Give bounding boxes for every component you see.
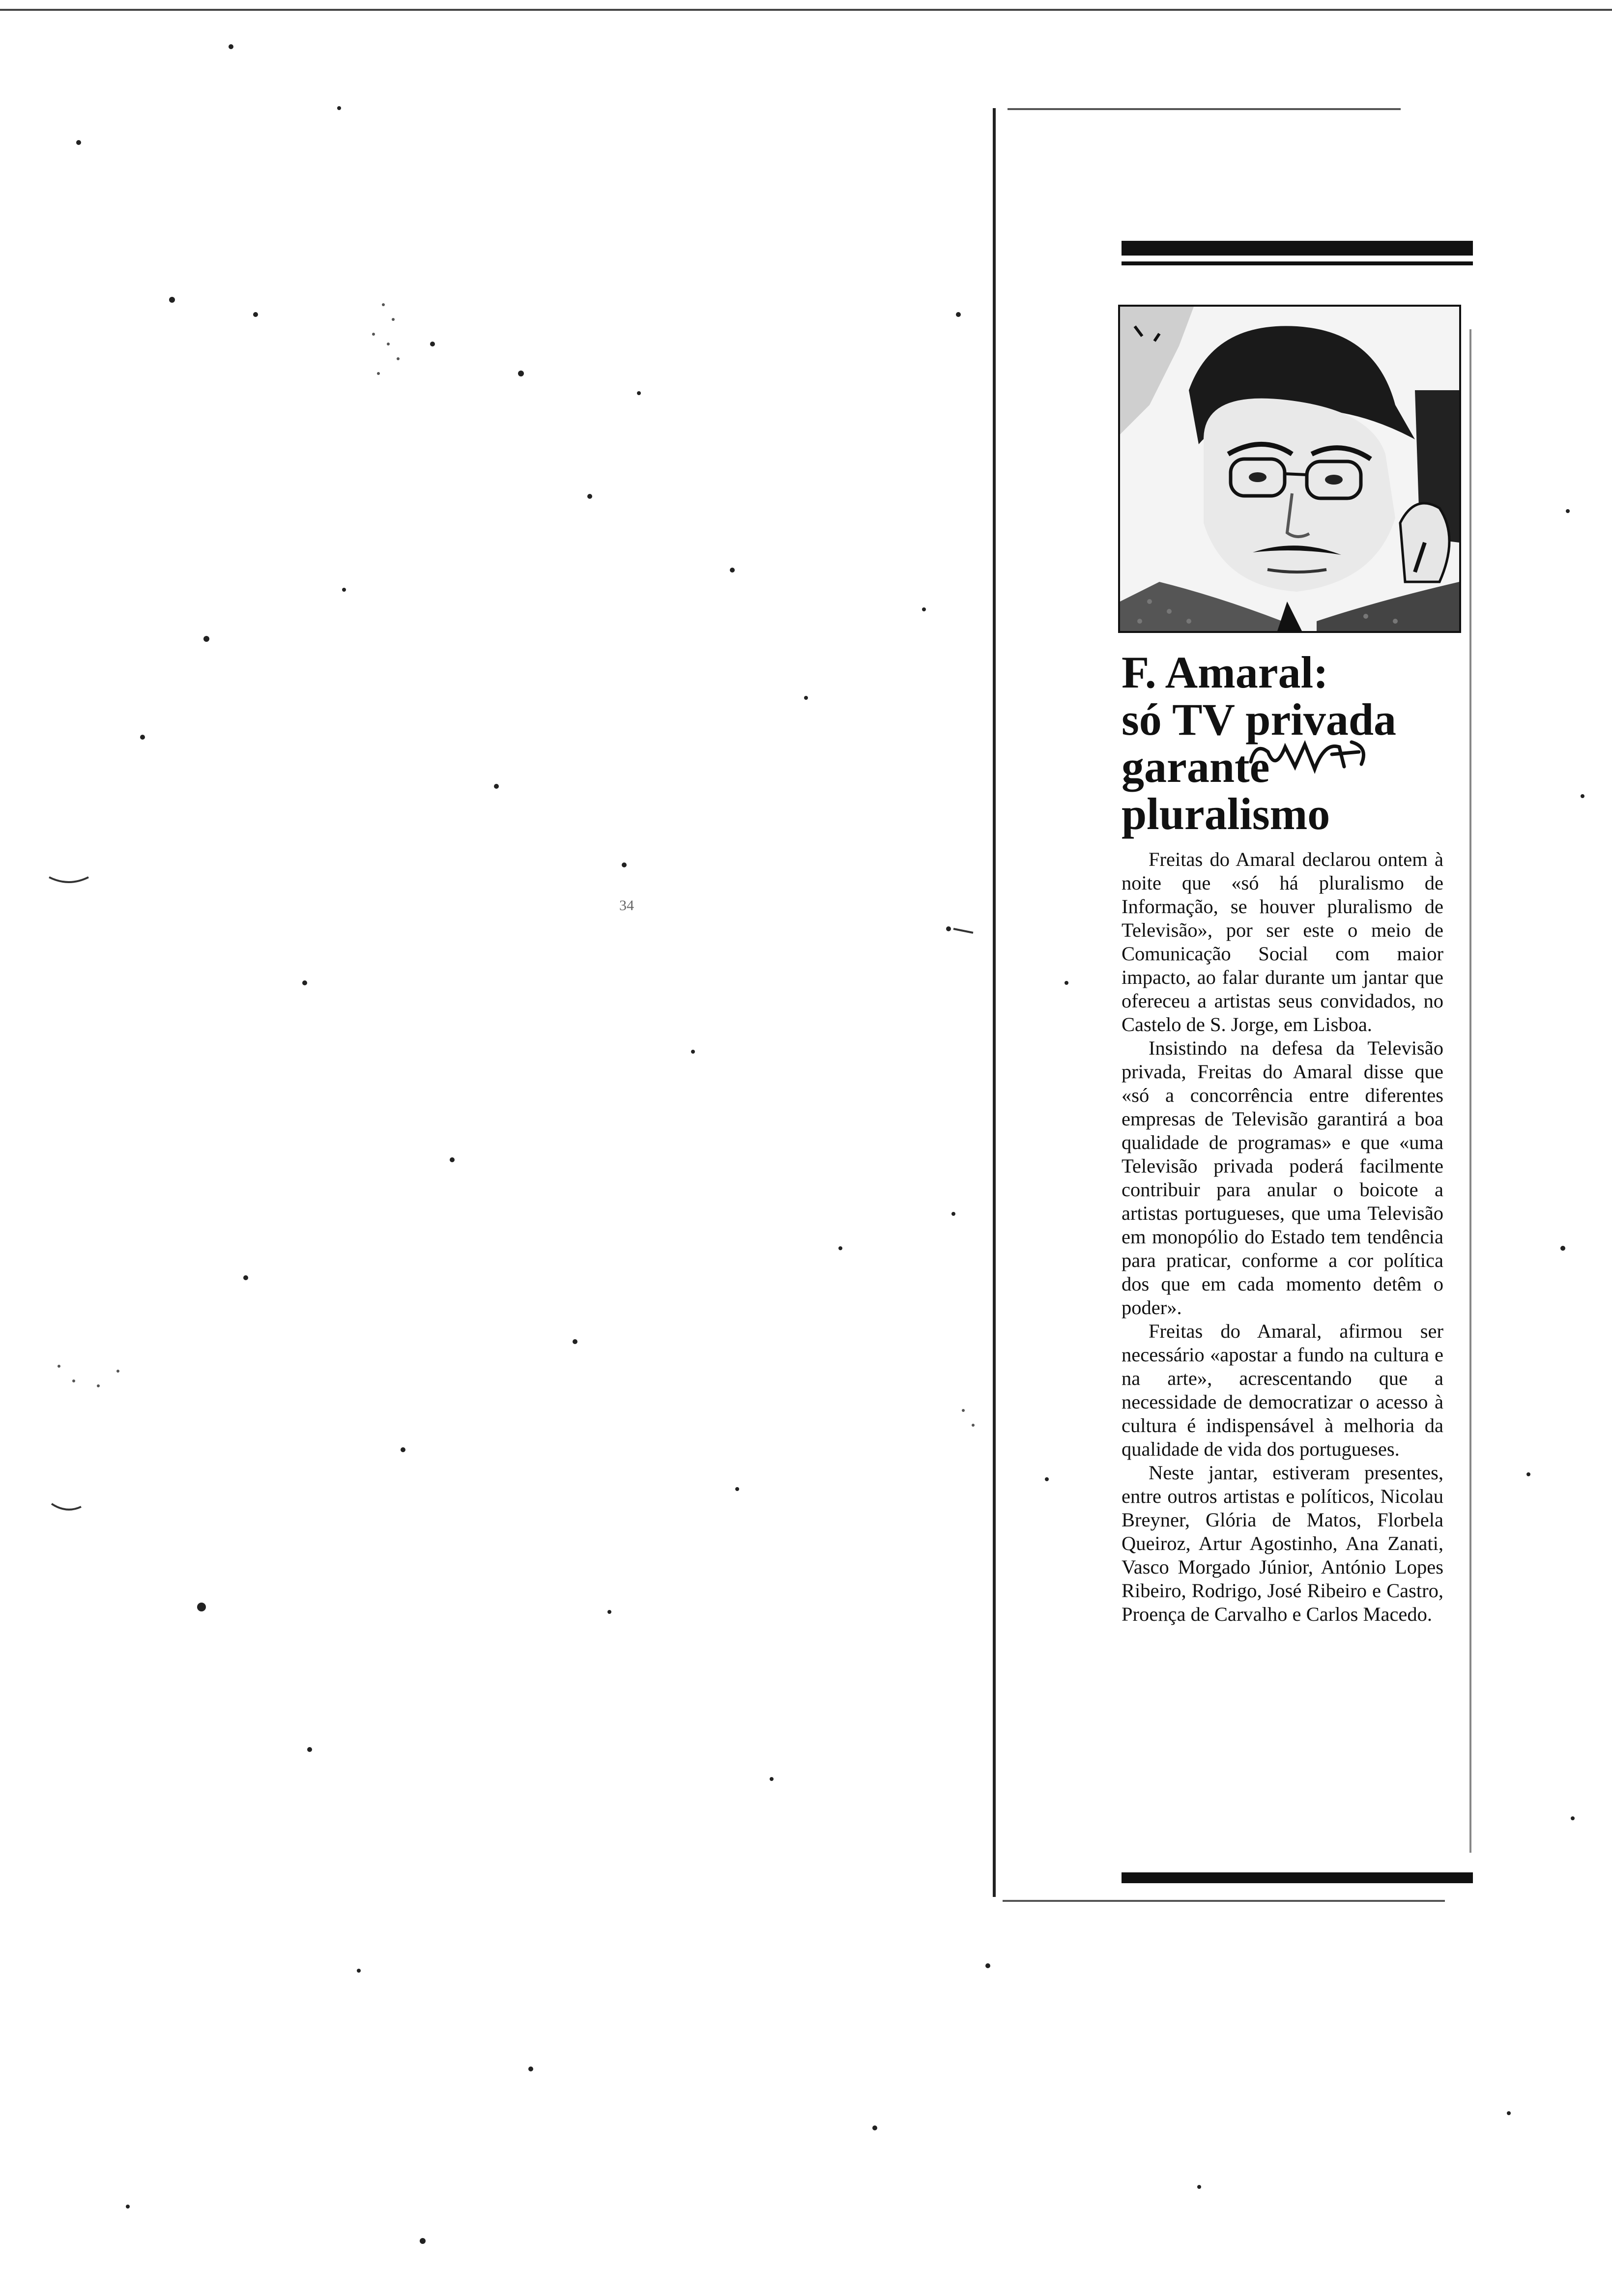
headline-line-2: só TV privada (1122, 694, 1397, 745)
article-paragraph-2: Insistindo na defesa da Televisão privada, Freitas do Amaral disse que «só a concorrência entre diferentes empresas de Televisão garantirá a boa qualidade de programas» e que «uma Televisão privada poderá facilmente contribuir para anular o boicote a artistas portugueses, que uma Televisão em monopólio do Estado tem tendência para praticar, conforme a cor política dos que em cada momento detêm o poder». (1122, 1037, 1443, 1319)
column-bottom-bar (1122, 1872, 1473, 1883)
page-top-rule (0, 9, 1612, 11)
newspaper-clipping (993, 108, 1474, 1907)
margin-note: 34 (619, 897, 634, 914)
clipping-right-edge (1469, 329, 1471, 1853)
portrait-photo (1118, 305, 1461, 633)
article-paragraph-3: Freitas do Amaral, afirmou ser necessário «apostar a fundo na cultura e na arte», acrescentando que a necessidade de democratizar o acesso à cultura é indispensável à melhoria da qualidade de vida dos portugueses. (1122, 1320, 1443, 1460)
article-body (1122, 848, 1443, 1626)
headline-line-4: pluralismo (1122, 789, 1330, 839)
article-paragraph-4: Neste jantar, estiveram presentes, entre outros artistas e políticos, Nicolau Breyner, Glória de Matos, Florbela Queiroz, Artur Agostinho, Ana Zanati, Vasco Morgado Júnior, António Lopes Ribeiro, Rodrigo, José Ribeiro e Castro, Proença de Carvalho e Carlos Macedo. (1122, 1462, 1443, 1625)
clipping-bottom-edge (1003, 1900, 1445, 1902)
clipping-top-edge (1008, 108, 1401, 110)
clipping-left-edge (993, 108, 996, 1897)
headline-line-1: F. Amaral: (1122, 647, 1328, 697)
headline-line-3: garante (1122, 742, 1270, 792)
portrait-illustration (1120, 307, 1459, 631)
handwritten-scribble (1246, 732, 1374, 781)
article-paragraph-1: Freitas do Amaral declarou ontem à noite que «só há pluralismo de Informação, se houver pluralismo de Televisão», por ser este o meio de Comunicação Social com maior impacto, ao falar durante um jantar que ofereceu a artistas seus convidados, no Castelo de S. Jorge, em Lisboa. (1122, 848, 1443, 1035)
column-top-rule (1122, 261, 1473, 265)
column-top-bar (1122, 241, 1473, 256)
